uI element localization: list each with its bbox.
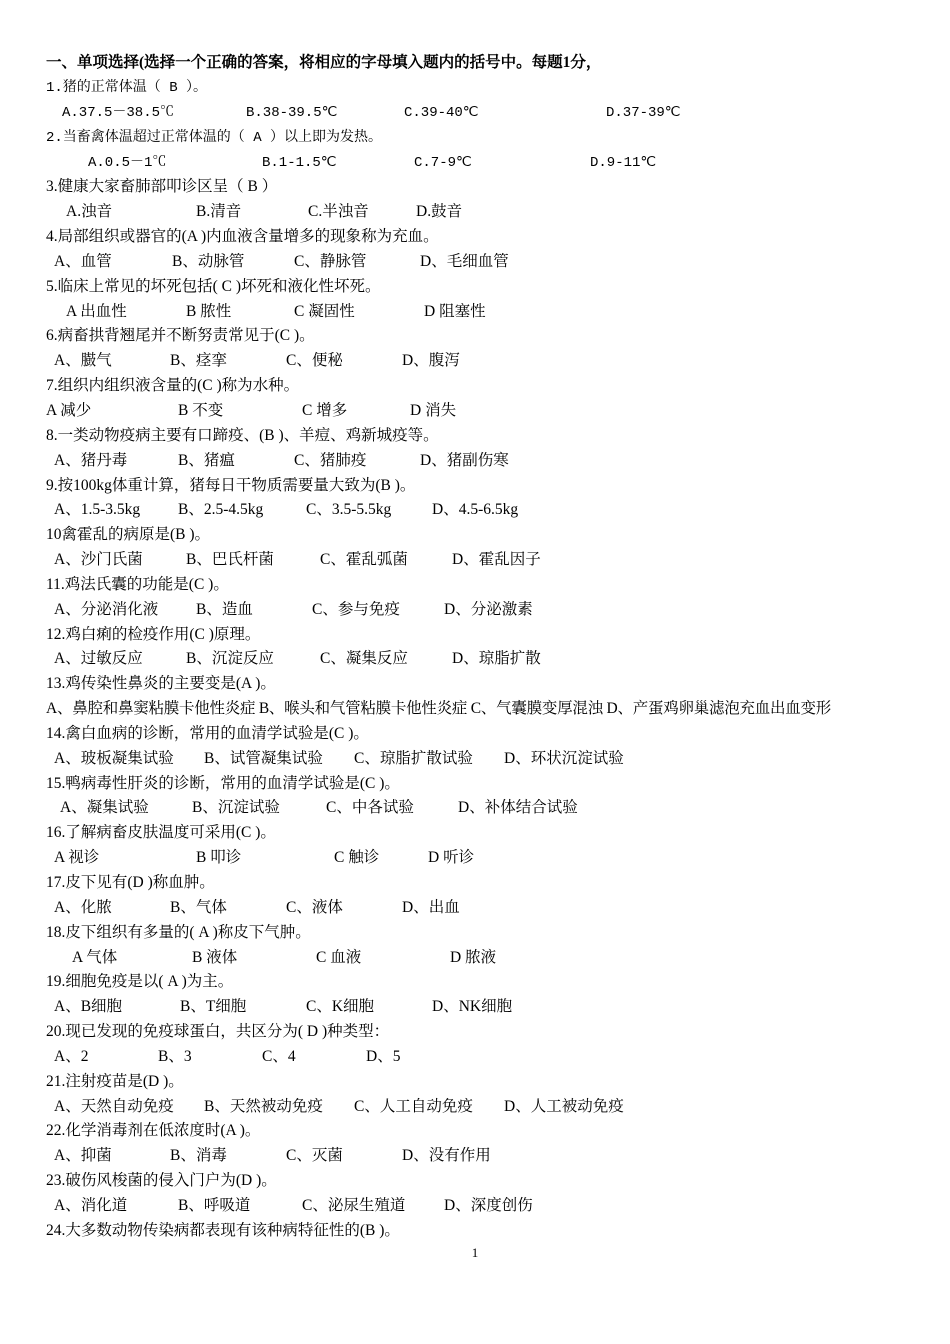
options-row [46, 747, 926, 772]
option: D 脓液 [450, 948, 497, 966]
options-row [46, 349, 926, 374]
option: A、2 [54, 1047, 89, 1065]
option: C 触诊 [334, 849, 380, 867]
option: A、1.5-3.5kg [54, 501, 141, 519]
question-text: 19.细胞免疫是以( A )为主。 [46, 973, 234, 991]
question-text: 21.注射疫苗是(D )。 [46, 1072, 184, 1090]
question-text: 17.皮下见有(D )称血肿。 [46, 874, 215, 891]
options-row [46, 946, 926, 971]
option: A、猪丹毒 [54, 451, 128, 469]
options-row [46, 1194, 926, 1219]
option: A.37.5－38.5℃ [62, 104, 175, 121]
option: B、T细胞 [180, 998, 247, 1016]
options-row [46, 250, 926, 275]
question-text: 16.了解病畜皮肤温度可采用(C )。 [46, 824, 276, 842]
question-text: 20.现已发现的免疫球蛋白，共区分为( D )种类型： [46, 1023, 390, 1041]
option: D 阻塞性 [424, 302, 486, 320]
question-text: 3.健康大家畜肺部叩诊区呈（ B ） [46, 178, 278, 196]
option: C、猪肺疫 [294, 451, 367, 469]
option: C 血液 [316, 948, 362, 966]
option: C、灭菌 [286, 1147, 343, 1165]
option: A 减少 [46, 401, 92, 419]
options-row [46, 1045, 926, 1070]
option-line: A、鼻腔和鼻窦粘膜卡他性炎症 B、喉头和气管粘膜卡他性炎症 C、气囊膜变厚混浊 D、产蛋鸡卵巢滤泡充血出血变形 [46, 700, 831, 718]
option: A.浊音 [66, 203, 113, 221]
option: B.38-39.5℃ [246, 104, 338, 121]
options-row [46, 101, 926, 126]
option: B、呼吸道 [178, 1196, 251, 1214]
option: D、5 [366, 1047, 401, 1065]
option: C、霍乱弧菌 [320, 551, 408, 569]
option: D、没有作用 [402, 1147, 491, 1165]
question-text: 1.猪的正常体温（ B ）。 [46, 80, 208, 96]
question-text: 12.鸡白痢的检疫作用(C )原理。 [46, 625, 261, 643]
options-row [46, 151, 926, 176]
option: C、3.5-5.5kg [306, 501, 392, 519]
option: A 视诊 [54, 849, 100, 867]
options-row [46, 598, 926, 623]
question-text: 8.一类动物疫病主要有口蹄疫、(B )、羊痘、鸡新城疫等。 [46, 426, 439, 444]
question-text: 10禽霍乱的病原是(B )。 [46, 526, 211, 544]
option: D、环状沉淀试验 [504, 749, 624, 767]
options-row [46, 399, 926, 424]
option: D、分泌激素 [444, 600, 533, 618]
page-number: 1 [471, 1245, 479, 1260]
option: A、分泌消化液 [54, 600, 159, 618]
option: B、试管凝集试验 [204, 749, 323, 767]
question-text: 22.化学消毒剂在低浓度时(A )。 [46, 1122, 261, 1140]
options-row [46, 796, 926, 821]
option: D、毛细血管 [420, 252, 509, 270]
option: D、猪副伤寒 [420, 451, 509, 469]
option: B、3 [158, 1047, 192, 1065]
option: C.39-40℃ [404, 104, 479, 121]
option: C、中各试验 [326, 799, 414, 817]
option: A、玻板凝集试验 [54, 749, 174, 767]
option: D.9-11℃ [590, 154, 657, 171]
option: D、琼脂扩散 [452, 650, 541, 668]
option: B、天然被动免疫 [204, 1097, 323, 1115]
option: A、凝集试验 [60, 799, 149, 817]
option: C、K细胞 [306, 998, 375, 1016]
option: D、补体结合试验 [458, 799, 578, 817]
option: B.清音 [196, 203, 242, 221]
option: D、霍乱因子 [452, 551, 541, 569]
option: B、痉挛 [170, 352, 227, 370]
option: B、沉淀反应 [186, 650, 274, 668]
options-row [46, 300, 926, 325]
option: D、腹泻 [402, 352, 460, 370]
option: B、消毒 [170, 1147, 227, 1165]
question-text: 7.组织内组织液含量的(C )称为水种。 [46, 377, 300, 395]
options-row [46, 200, 926, 225]
option: A、天然自动免疫 [54, 1097, 174, 1115]
option: C、4 [262, 1047, 296, 1065]
option: D、深度创伤 [444, 1196, 533, 1214]
options-row [46, 548, 926, 573]
option: D 消失 [410, 401, 457, 419]
option: A、抑菌 [54, 1147, 112, 1165]
option: C、静脉管 [294, 252, 367, 270]
option: C、便秘 [286, 352, 343, 370]
option: B、气体 [170, 898, 227, 916]
question-text: 11.鸡法氏囊的功能是(C )。 [46, 575, 229, 593]
options-row [46, 896, 926, 921]
options-row [46, 498, 926, 523]
question-text: 13.鸡传染性鼻炎的主要变是(A )。 [46, 675, 276, 693]
option: B、造血 [196, 600, 253, 618]
option: C、琼脂扩散试验 [354, 749, 473, 767]
option: B 液体 [192, 948, 238, 966]
option: C 增多 [302, 401, 348, 419]
options-row [46, 1144, 926, 1169]
option: B、巴氏杆菌 [186, 551, 274, 569]
question-text: 6.病畜拱背翘尾并不断努责常见于(C )。 [46, 327, 315, 345]
option: A、血管 [54, 252, 112, 270]
option: D.鼓音 [416, 203, 463, 221]
option: C、泌尿生殖道 [302, 1196, 406, 1214]
options-row [46, 995, 926, 1020]
option: D、4.5-6.5kg [432, 501, 519, 519]
option: B、沉淀试验 [192, 799, 280, 817]
option: A.0.5－1℃ [88, 154, 167, 171]
option: B、猪瘟 [178, 451, 235, 469]
option: A、消化道 [54, 1196, 128, 1214]
option: C、参与免疫 [312, 600, 400, 618]
question-list [46, 76, 926, 1244]
option: B 叩诊 [196, 849, 242, 867]
option: B.1-1.5℃ [262, 154, 337, 171]
question-text: 5.临床上常见的坏死包括( C )坏死和液化性坏死。 [46, 277, 381, 295]
option: C.7-9℃ [414, 154, 472, 171]
option: C 凝固性 [294, 302, 355, 320]
option: C、液体 [286, 898, 343, 916]
option: B、动脉管 [172, 252, 245, 270]
option: D 听诊 [428, 849, 475, 867]
option: C、凝集反应 [320, 650, 408, 668]
question-text: 18.皮下组织有多量的( A )称皮下气肿。 [46, 923, 311, 941]
question-text: 23.破伤风梭菌的侵入门户为(D )。 [46, 1172, 277, 1190]
question-text: 4.局部组织或器官的(A )内血液含量增多的现象称为充血。 [46, 228, 439, 246]
options-row [46, 449, 926, 474]
option: D.37-39℃ [606, 104, 681, 121]
option: A、臌气 [54, 352, 112, 370]
question-text: 24.大多数动物传染病都表现有该种病特征性的(B )。 [46, 1221, 400, 1239]
option: B、2.5-4.5kg [178, 501, 264, 519]
option: B 脓性 [186, 302, 232, 320]
option: D、出血 [402, 898, 460, 916]
option: D、NK细胞 [432, 998, 513, 1016]
question-text: 15.鸭病毒性肝炎的诊断，常用的血清学试验是(C )。 [46, 774, 400, 792]
options-row [46, 1095, 926, 1120]
options-row [46, 846, 926, 871]
option: A 出血性 [66, 302, 127, 320]
option: C.半浊音 [308, 203, 369, 221]
question-text: 2.当畜禽体温超过正常体温的（ A ）以上即为发热。 [46, 129, 383, 146]
question-text: 14.禽白血病的诊断，常用的血清学试验是(C )。 [46, 724, 369, 742]
section-header: 一、单项选择(选择一个正确的答案，将相应的字母填入题内的括号中。每题1分， [46, 54, 602, 71]
option: A 气体 [72, 948, 118, 966]
question-text: 9.按100kg体重计算，猪每日干物质需要量大致为(B )。 [46, 476, 416, 494]
options-row [46, 647, 926, 672]
option: A、过敏反应 [54, 650, 143, 668]
option: A、沙门氏菌 [54, 551, 143, 569]
option: A、化脓 [54, 898, 112, 916]
option: D、人工被动免疫 [504, 1097, 624, 1115]
option: C、人工自动免疫 [354, 1097, 473, 1115]
option: B 不变 [178, 401, 224, 419]
option: A、B细胞 [54, 998, 123, 1016]
